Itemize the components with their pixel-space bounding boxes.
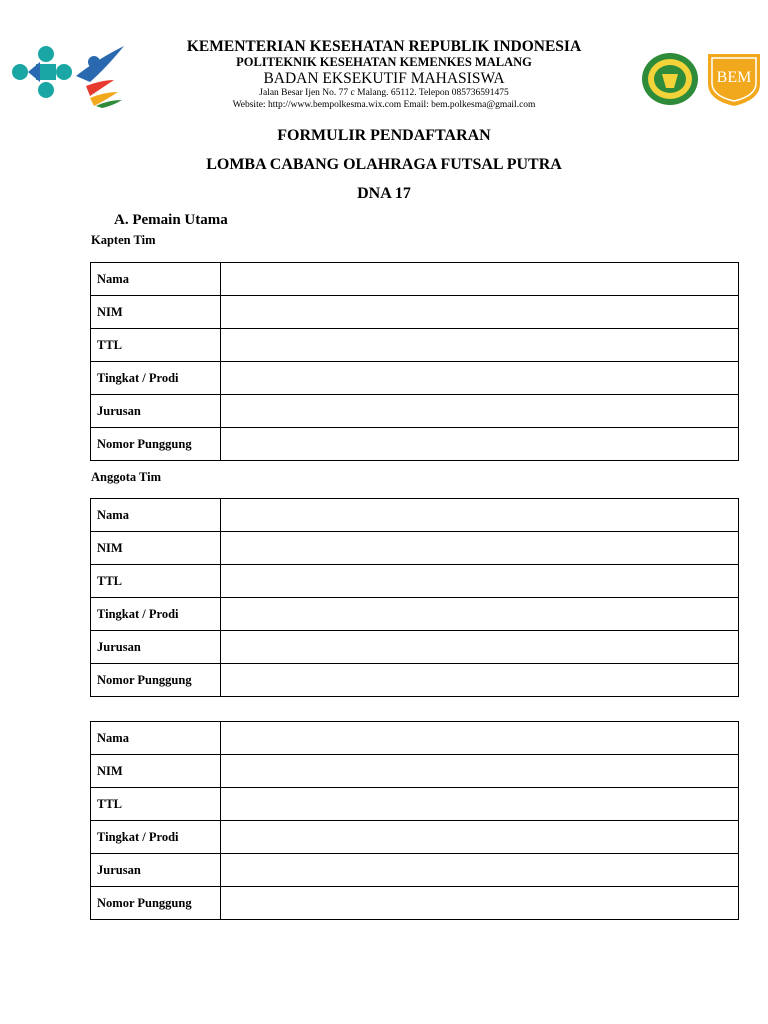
event-edition: DNA 17	[357, 185, 411, 202]
table-row	[91, 664, 739, 697]
field-label: Tingkat / Prodi	[91, 821, 221, 854]
table-row	[91, 788, 739, 821]
form-title: FORMULIR PENDAFTARAN	[277, 127, 491, 144]
table-row	[91, 598, 739, 631]
field-label: Nama	[91, 722, 221, 755]
table-row	[91, 296, 739, 329]
field-value[interactable]	[221, 821, 739, 854]
table-row	[91, 565, 739, 598]
table-row	[91, 395, 739, 428]
field-value[interactable]	[221, 722, 739, 755]
field-label: Nomor Punggung	[91, 428, 221, 461]
captain-label: Kapten Tim	[91, 233, 156, 247]
address-line: Jalan Besar Ijen No. 77 c Malang. 65112. Telepon 085736591475	[259, 88, 509, 98]
table-row	[91, 821, 739, 854]
field-value[interactable]	[221, 565, 739, 598]
table-row	[91, 263, 739, 296]
member-table	[90, 721, 739, 920]
field-value[interactable]	[221, 362, 739, 395]
field-label: TTL	[91, 788, 221, 821]
field-label: Jurusan	[91, 631, 221, 664]
table-row	[91, 887, 739, 920]
field-value[interactable]	[221, 296, 739, 329]
field-label: Nomor Punggung	[91, 664, 221, 697]
letterhead	[0, 0, 768, 120]
table-row	[91, 428, 739, 461]
member-label: Anggota Tim	[91, 470, 162, 484]
field-value[interactable]	[221, 598, 739, 631]
field-value[interactable]	[221, 755, 739, 788]
bem-logo-icon	[708, 54, 760, 106]
table-row	[91, 755, 739, 788]
field-value[interactable]	[221, 395, 739, 428]
institution-logos-icon	[640, 50, 764, 108]
table-row	[91, 499, 739, 532]
field-label: NIM	[91, 755, 221, 788]
field-label: NIM	[91, 296, 221, 329]
captain-table	[90, 262, 739, 461]
field-value[interactable]	[221, 329, 739, 362]
field-value[interactable]	[221, 428, 739, 461]
organization-name: BADAN EKSEKUTIF MAHASISWA	[263, 70, 505, 87]
field-value[interactable]	[221, 631, 739, 664]
field-value[interactable]	[221, 887, 739, 920]
field-label: TTL	[91, 329, 221, 362]
field-label: Tingkat / Prodi	[91, 598, 221, 631]
field-label: Jurusan	[91, 395, 221, 428]
table-row	[91, 329, 739, 362]
kemenkes-logo-icon	[6, 40, 128, 108]
field-label: Nama	[91, 263, 221, 296]
field-label: Nama	[91, 499, 221, 532]
field-value[interactable]	[221, 664, 739, 697]
field-label: Nomor Punggung	[91, 887, 221, 920]
bem-logo-text: BEM	[716, 69, 752, 86]
table-row	[91, 532, 739, 565]
institution-name: POLITEKNIK KESEHATAN KEMENKES MALANG	[236, 55, 532, 69]
field-label: TTL	[91, 565, 221, 598]
poltekkes-logo-icon	[642, 53, 698, 105]
table-row	[91, 362, 739, 395]
table-row	[91, 854, 739, 887]
contact-line: Website: http://www.bempolkesma.wix.com Email: bem.polkesma@gmail.com	[232, 100, 536, 110]
field-value[interactable]	[221, 788, 739, 821]
ministry-name: KEMENTERIAN KESEHATAN REPUBLIK INDONESIA	[186, 38, 582, 55]
event-title: LOMBA CABANG OLAHRAGA FUTSAL PUTRA	[206, 156, 562, 173]
field-value[interactable]	[221, 854, 739, 887]
section-heading: A. Pemain Utama	[114, 212, 228, 228]
table-row	[91, 631, 739, 664]
field-value[interactable]	[221, 263, 739, 296]
field-label: NIM	[91, 532, 221, 565]
field-label: Jurusan	[91, 854, 221, 887]
field-value[interactable]	[221, 499, 739, 532]
field-value[interactable]	[221, 532, 739, 565]
member-table	[90, 498, 739, 697]
table-row	[91, 722, 739, 755]
field-label: Tingkat / Prodi	[91, 362, 221, 395]
